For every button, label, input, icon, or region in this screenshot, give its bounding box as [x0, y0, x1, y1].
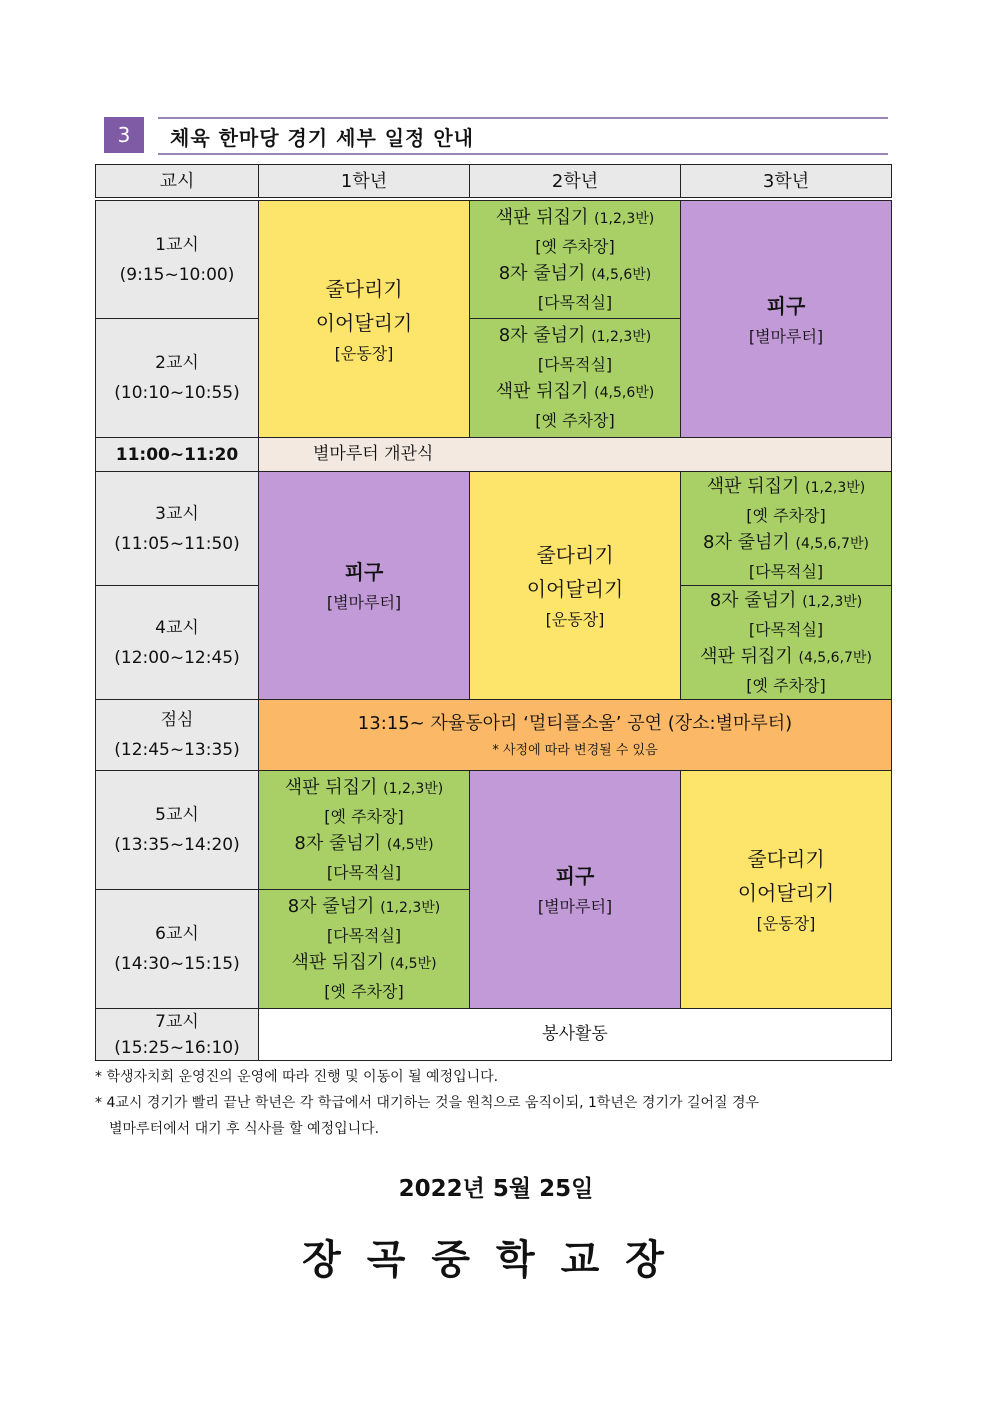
grade3-pm-event — [680, 770, 892, 1009]
period-time: (12:00~12:45) — [114, 647, 240, 668]
period-time: (14:30~15:15) — [114, 954, 240, 974]
period-4 — [95, 585, 259, 700]
section-title: 체육 한마당 경기 세부 일정 안내 — [170, 125, 474, 150]
grade2-p2-event — [469, 318, 681, 438]
event-place: [옛 주차장] — [535, 236, 615, 256]
break-time: 11:00~11:20 — [95, 437, 259, 472]
header-grade3: 3학년 — [680, 164, 892, 198]
event-line: 줄다리기 — [325, 276, 403, 301]
header-grade2: 2학년 — [469, 164, 681, 198]
period-lunch — [95, 699, 259, 771]
period-name: 7교시 — [155, 1011, 199, 1032]
event-game: 8자 줄넘기 — [709, 589, 797, 611]
event-place: [다목적실] — [326, 863, 402, 882]
event-place: [별마루터] — [326, 593, 402, 612]
event-place: [옛 주차장] — [746, 505, 826, 525]
event-line: 줄다리기 — [747, 847, 825, 871]
event-place: [다목적실] — [748, 619, 824, 639]
event-place: [옛 주차장] — [746, 675, 826, 695]
lunch-performance: 13:15~ 자율동아리 ‘멀티플소울’ 공연 (장소:별마루터) — [357, 713, 793, 734]
event-game: 색판 뒤집기 — [291, 952, 385, 973]
event-place: [옛 주차장] — [324, 807, 404, 826]
grade1-mid-event — [258, 471, 470, 700]
footnote: * 4교시 경기가 빨리 끝난 학년은 각 학급에서 대기하는 것을 원칙으로 움직이되, 1학년은 경기가 길어질 경우 — [95, 1095, 760, 1111]
event-classes: (4,5,6,7반) — [798, 649, 872, 666]
section-title-bar — [158, 117, 888, 155]
grade1-p5-event — [258, 770, 470, 890]
event-line: 이어달리기 — [526, 577, 624, 601]
event-line: 피구 — [344, 560, 384, 584]
event-place: [다목적실] — [748, 561, 824, 581]
period-time: (12:45~13:35) — [114, 740, 240, 760]
period-time: (13:35~14:20) — [114, 835, 240, 855]
event-game: 8자 줄넘기 — [287, 896, 375, 917]
event-game: 색판 뒤집기 — [700, 645, 793, 667]
event-place: [운동장] — [334, 343, 394, 363]
footnote: * 학생자치회 운영진의 운영에 따라 진행 및 이동이 될 예정입니다. — [95, 1069, 499, 1085]
event-line: 이어달리기 — [737, 881, 835, 905]
event-place: [별마루터] — [537, 897, 613, 916]
grade2-mid-event — [469, 471, 681, 700]
event-game: 색판 뒤집기 — [706, 475, 800, 497]
period-name: 3교시 — [155, 503, 199, 524]
footnotes — [95, 1064, 905, 1142]
period-name: 점심 — [160, 710, 194, 730]
grade2-p1-event — [469, 200, 681, 319]
section-number-badge: 3 — [104, 117, 144, 153]
event-game: 8자 줄넘기 — [703, 531, 790, 553]
period-name: 5교시 — [155, 805, 199, 825]
event-classes: (4,5반) — [386, 837, 434, 853]
event-game: 8자 줄넘기 — [498, 325, 586, 346]
period-name: 4교시 — [155, 617, 199, 638]
event-classes: (4,5,6반) — [594, 385, 655, 401]
header-period: 교시 — [95, 164, 259, 198]
event-place: [옛 주차장] — [535, 411, 615, 430]
period-time: (10:10~10:55) — [114, 383, 240, 403]
grade1-p6-event — [258, 889, 470, 1009]
grade1-am-event — [258, 200, 470, 438]
event-place: [다목적실] — [537, 292, 613, 312]
section-heading — [104, 117, 888, 155]
event-line: 피구 — [555, 864, 595, 888]
period-time: (15:25~16:10) — [114, 1037, 240, 1058]
event-classes: (4,5,6,7반) — [795, 535, 869, 552]
period-3 — [95, 471, 259, 586]
event-classes: (1,2,3반) — [591, 329, 652, 345]
event-place: [운동장] — [756, 914, 816, 933]
school-principal-signature: 장곡중학교장 — [302, 1237, 690, 1283]
document-date: 2022년 5월 25일 — [398, 1176, 594, 1202]
event-line: 이어달리기 — [315, 310, 413, 335]
period-7 — [95, 1008, 259, 1061]
event-place: [옛 주차장] — [324, 982, 404, 1001]
event-game: 8자 줄넘기 — [498, 262, 586, 284]
event-classes: (4,5,6반) — [591, 266, 652, 283]
period-5 — [95, 770, 259, 890]
event-game: 색판 뒤집기 — [495, 381, 589, 402]
period-name: 1교시 — [155, 234, 199, 255]
lunch-event — [258, 699, 892, 771]
event-classes: (1,2,3반) — [805, 479, 866, 496]
grade3-am-event — [680, 200, 892, 438]
grade3-p3-event — [680, 471, 892, 586]
event-place: [다목적실] — [537, 355, 613, 374]
period7-event: 봉사활동 — [258, 1008, 892, 1061]
header-grade1: 1학년 — [258, 164, 470, 198]
period-name: 6교시 — [155, 924, 199, 944]
event-game: 색판 뒤집기 — [495, 206, 589, 228]
grade3-p4-event — [680, 585, 892, 700]
event-game: 8자 줄넘기 — [294, 833, 382, 854]
event-place: [운동장] — [545, 610, 605, 629]
event-classes: (1,2,3반) — [802, 593, 863, 610]
period-2 — [95, 318, 259, 438]
event-line: 줄다리기 — [536, 543, 614, 567]
period-time: (11:05~11:50) — [114, 533, 240, 554]
event-classes: (1,2,3반) — [380, 900, 441, 916]
event-classes: (4,5반) — [389, 956, 437, 972]
event-place: [별마루터] — [748, 326, 824, 346]
event-classes: (1,2,3반) — [383, 781, 444, 797]
event-line: 피구 — [766, 293, 806, 318]
lunch-note: * 사정에 따라 변경될 수 있음 — [492, 743, 658, 758]
event-game: 색판 뒤집기 — [284, 777, 378, 798]
event-place: [다목적실] — [326, 926, 402, 945]
period-time: (9:15~10:00) — [119, 264, 235, 285]
footnote-continued: 별마루터에서 대기 후 식사를 할 예정입니다. — [109, 1121, 380, 1137]
period-1 — [95, 200, 259, 319]
period-6 — [95, 889, 259, 1009]
schedule-table — [95, 164, 892, 1061]
break-event: 별마루터 개관식 — [258, 437, 892, 472]
grade2-pm-event — [469, 770, 681, 1009]
period-name: 2교시 — [155, 353, 199, 373]
event-classes: (1,2,3반) — [594, 210, 655, 227]
